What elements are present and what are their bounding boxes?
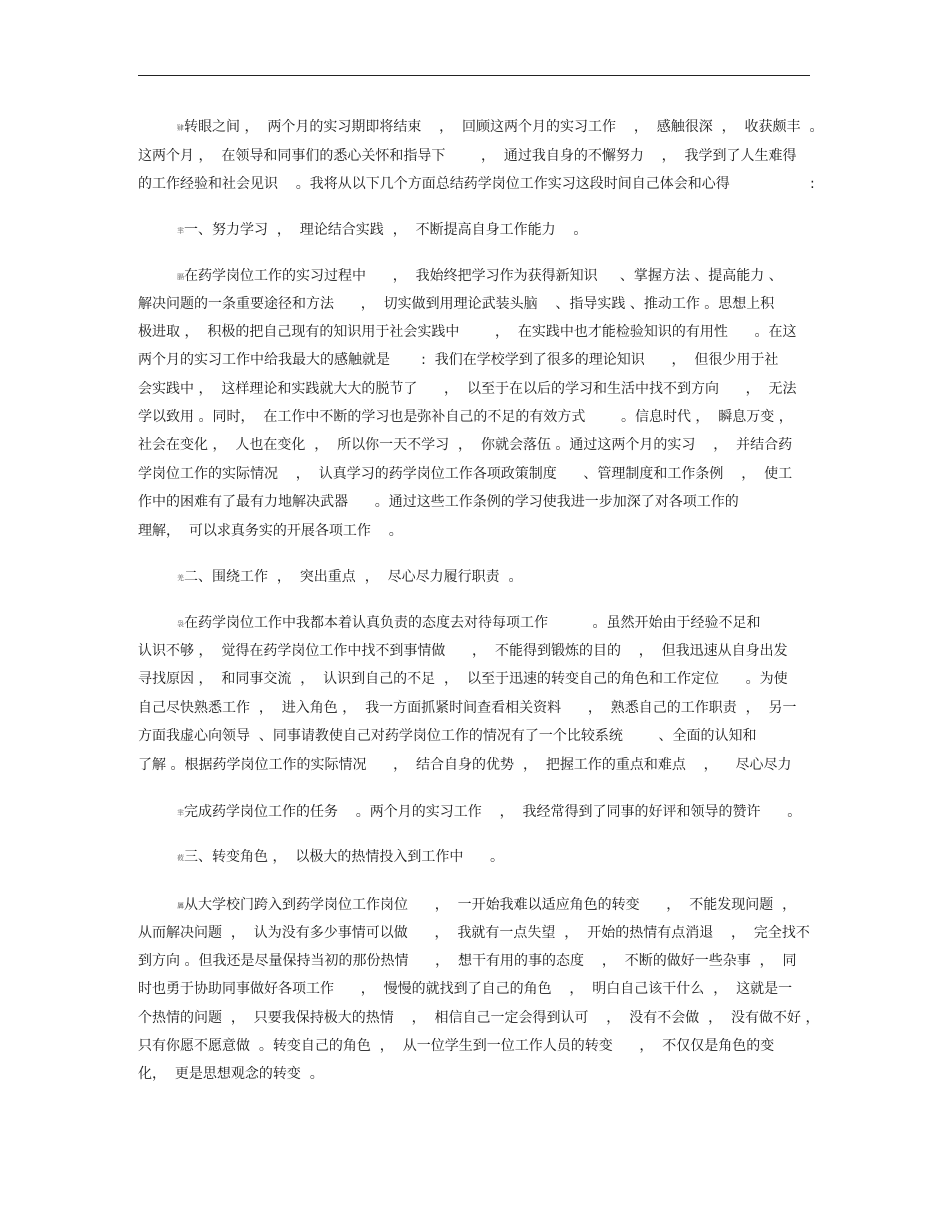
text-line	[138, 433, 792, 457]
line-text: 个热情的问题 ， 只要我保持极大的热情 ， 相信自己一定会得到认可 ， 没有不会做 ， 没有做不好 ，	[138, 1010, 820, 1026]
line-text: 方面我虚心向领导 、同事请教使自己对药学岗位工作的情况有了一个比较系统 、全面的认知和	[138, 728, 757, 744]
text-line	[138, 405, 793, 429]
text-line	[138, 1006, 819, 1030]
text-line	[177, 264, 783, 288]
line-marker: 芈	[177, 809, 184, 817]
line-text: 时也勇于协助同事做好各项工作 ， 慢慢的就找到了自己的角色 ， 明白自己该干什么 ， 这就是一	[138, 981, 793, 997]
line-text: 到方向 。但我还是尽量保持当初的那份热情 ， 想干有用的事的态度 ， 不断的做好一些杂事 ， 同	[138, 953, 797, 969]
line-text: 一、努力学习 ， 理论结合实践 ， 不断提高自身工作能力 。	[184, 222, 588, 238]
line-text: 完成药学岗位工作的任务 。两个月的实习工作 ， 我经常得到了同事的好评和领导的赞许 。	[184, 804, 802, 820]
line-text: 会实践中 ， 这样理论和实践就大大的脱节了 ， 以至于在以后的学习和生活中找不到方向 ， 无法	[138, 381, 797, 397]
line-text: 二、围绕工作 ， 突出重点 ， 尽心尽力履行职责 。	[184, 569, 523, 585]
line-text: 化， 更是思想观念的转变 。	[138, 1066, 324, 1082]
line-text: 两个月的实习工作中给我最大的感触就是 : 我们在学校学到了很多的理论知识 ， 但很少用于社	[138, 352, 779, 368]
text-line	[177, 611, 761, 635]
text-line	[138, 921, 810, 945]
line-text: 自己尽快熟悉工作 ， 进入角色 ， 我一方面抓紧时间查看相关资料 ， 熟悉自己的工作职责 ， 另一	[138, 700, 797, 716]
text-line	[138, 144, 797, 168]
line-text: 作中的困难有了最有力地解决武器 。通过这些工作条例的学习使我进一步加深了对各项工作的	[138, 494, 739, 510]
text-line	[177, 115, 823, 139]
text-line	[138, 292, 774, 316]
text-line	[138, 724, 757, 748]
line-text: 从而解决问题 ， 认为没有多少事情可以做 ， 我就有一点失望 ， 开始的热情有点消退 ， 完全找不	[138, 925, 810, 941]
line-text: 社会在变化 ， 人也在变化 ， 所以你一天不学习 ， 你就会落伍 。通过这两个月的实习 ， 并结合药	[138, 437, 793, 453]
text-line	[138, 172, 818, 196]
text-line	[177, 893, 796, 917]
line-text: 极进取 ， 积极的把自己现有的知识用于社会实践中 ， 在实践中也才能检验知识的有用性 。在这	[138, 324, 797, 340]
line-text: 只有你愿不愿意做 。转变自己的角色 ， 从一位学生到一位工作人员的转变 ， 不仅仅是角色的变	[138, 1038, 775, 1054]
line-marker: 羌	[177, 574, 184, 582]
text-line	[138, 1034, 774, 1058]
line-marker: 羼	[177, 902, 184, 910]
text-line	[138, 320, 797, 344]
line-text: 寻找原因 ， 和同事交流 ， 认识到自己的不足 ， 以至于迅速的转变自己的角色和工作定位 。为使	[138, 671, 788, 687]
header-rule	[138, 75, 810, 76]
line-marker: 袅	[177, 620, 184, 628]
text-line	[138, 696, 797, 720]
line-marker: 膈	[177, 273, 184, 281]
section-heading	[177, 565, 523, 589]
line-text: 了解 。根据药学岗位工作的实际情况 ， 结合自身的优势 ， 把握工作的重点和难点 ， 尽心尽力	[138, 757, 792, 773]
line-text: 学岗位工作的实际情况 ， 认真学习的药学岗位工作各项政策制度 、管理制度和工作条例 ， 使工	[138, 466, 793, 482]
text-line	[138, 1062, 324, 1086]
line-text: 转眼之间 ， 两个月的实习期即将结束 ， 回顾这两个月的实习工作 ， 感触很深 ， 收获颇丰 。	[184, 119, 824, 135]
line-text: 学以致用 。同时， 在工作中不断的学习也是弥补自己的不足的有效方式 。信息时代 ， 瞬息万变 ，	[138, 409, 793, 425]
line-marker: 莜	[177, 854, 184, 862]
text-line	[138, 377, 797, 401]
line-text: 三、转变角色 ， 以极大的热情投入到工作中 。	[184, 849, 505, 865]
text-line	[138, 639, 788, 663]
text-line	[138, 977, 792, 1001]
line-marker: 芈	[177, 227, 184, 235]
text-line	[138, 753, 791, 777]
text-line	[177, 800, 801, 824]
line-text: 在药学岗位工作的实习过程中 ， 我始终把学习作为获得新知识 、掌握方法 、提高能力 、	[184, 268, 783, 284]
line-marker: 肄	[177, 124, 184, 132]
line-text: 在药学岗位工作中我都本着认真负责的态度去对待每项工作 。虽然开始由于经验不足和	[184, 615, 761, 631]
line-text: 的工作经验和社会见识 。我将从以下几个方面总结药学岗位工作实习这段时间自己体会和心得	[138, 176, 730, 192]
line-text: 从大学校门跨入到药学岗位工作岗位 ， 一开始我难以适应角色的转变 ， 不能发现问题 ，	[184, 897, 797, 913]
line-text: 这两个月 ， 在领导和同事们的悉心关怀和指导下 ， 通过我自身的不懈努力 ， 我学到了人生难得	[138, 148, 797, 164]
text-line	[138, 348, 778, 372]
section-heading	[177, 845, 504, 869]
text-line	[138, 519, 403, 543]
text-line	[138, 667, 788, 691]
line-text: 理解， 可以求真务实的开展各项工作 。	[138, 523, 403, 539]
line-tail: :	[810, 176, 815, 192]
line-text: 认识不够 ， 觉得在药学岗位工作中找不到事情做 ， 不能得到锻炼的目的 ， 但我迅速从自身出发	[138, 643, 788, 659]
text-line	[138, 490, 739, 514]
text-line	[138, 949, 797, 973]
text-line	[138, 462, 792, 486]
line-text: 解决问题的一条重要途径和方法 ， 切实做到用理论武装头脑 、指导实践 、推动工作 。思想上积	[138, 296, 775, 312]
section-heading	[177, 218, 587, 242]
